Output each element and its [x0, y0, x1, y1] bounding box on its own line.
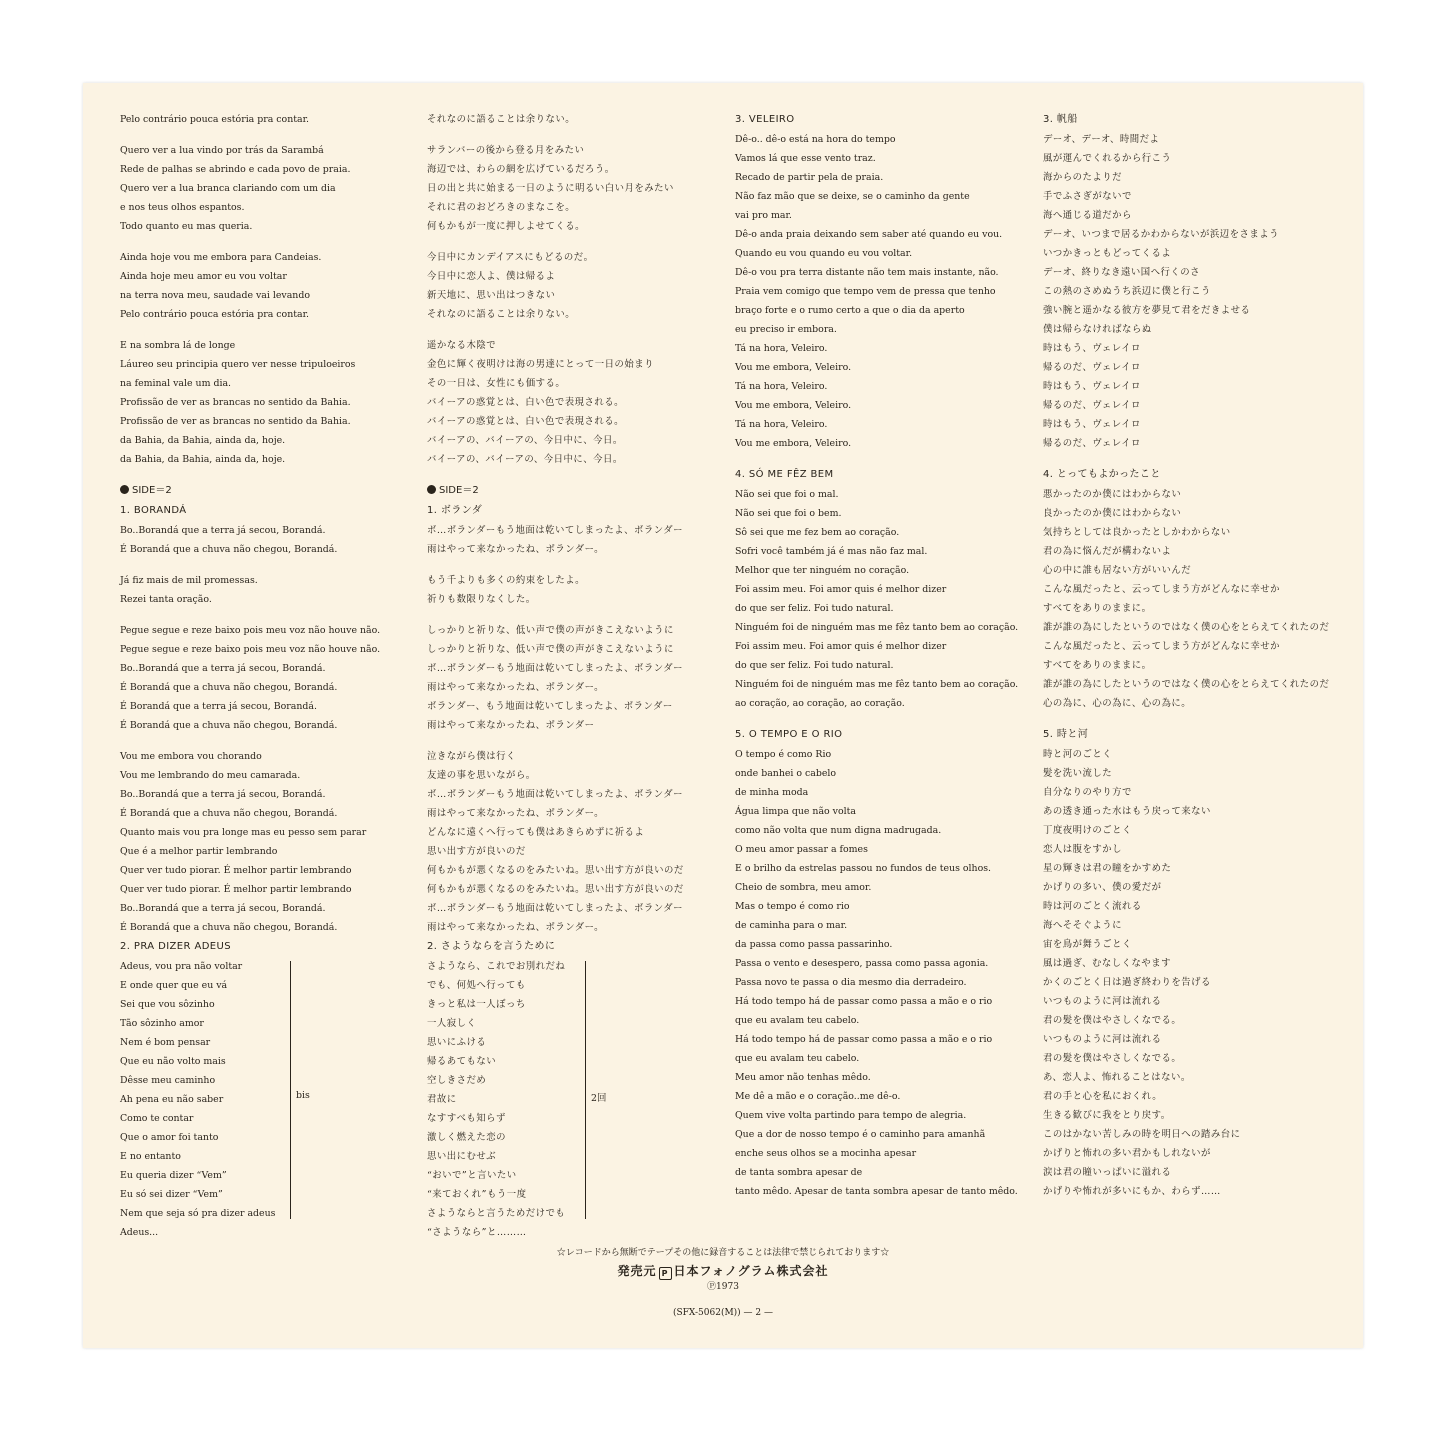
lyric-line: 恋人は腹をすかし — [1043, 844, 1123, 855]
lyric-line: ボ…ボランダーもう地面は乾いてしまったよ、ボランダー — [427, 525, 684, 536]
lyric-line: 強い腕と遥かなる彼方を夢見て君をだきよせる — [1043, 305, 1251, 316]
lyric-line: かげりと怖れの多い君かもしれないが — [1043, 1148, 1211, 1159]
lyric-line: Quero ver a lua branca clariando com um dia — [120, 183, 336, 194]
lyric-line: Adeus, vou pra não voltar — [120, 961, 243, 972]
song-title: 3. VELEIRO — [735, 114, 795, 125]
lyric-line: Bo..Borandá que a terra já secou, Borandá. — [120, 789, 326, 800]
lyric-line: 心の為に、心の為に、心の為に。 — [1043, 698, 1192, 709]
repeat-label: bis — [296, 1090, 310, 1101]
lyric-line: しっかりと祈りな、低い声で僕の声がきこえないように — [427, 644, 674, 655]
lyric-line: 手でふさぎがないで — [1043, 191, 1132, 202]
lyric-line: Me dê a mão e o coração..me dê-o. — [735, 1091, 901, 1102]
lyric-line: 時はもう、ヴェレイロ — [1043, 419, 1141, 430]
lyric-line: しっかりと祈りな、低い声で僕の声がきこえないように — [427, 625, 674, 636]
lyric-line: バイーアの、バイーアの、今日中に、今日。 — [427, 454, 623, 465]
side-heading — [427, 481, 727, 501]
lyric-line: Água limpa que não volta — [735, 806, 856, 817]
repeat-bracket — [585, 961, 586, 1219]
lyric-line: Sei que vou sôzinho — [120, 999, 215, 1010]
lyric-line: 一人寂しく — [427, 1018, 477, 1029]
lyric-line: do que ser feliz. Foi tudo natural. — [735, 660, 894, 671]
stanza-gap — [120, 129, 410, 141]
song-title: 5. O TEMPO E O RIO — [735, 729, 843, 740]
publisher-prefix: 発売元 — [617, 1264, 657, 1278]
lyric-line: デーオ、いつまで居るかわからないが浜辺をさまよう — [1043, 229, 1279, 240]
lyric-line: que eu avalam teu cabelo. — [735, 1015, 860, 1026]
lyric-line: 友達の事を思いながら。 — [427, 770, 536, 781]
song-title: 1. BORANDÁ — [120, 505, 187, 516]
lyric-line: Como te contar — [120, 1113, 194, 1124]
lyric-line: 雨はやって来なかったね、ボランダー。 — [427, 544, 605, 555]
stanza-gap — [427, 129, 727, 141]
song-title: 1. ボランダ — [427, 505, 483, 516]
lyric-line: Profissão de ver as brancas no sentido da Bahia. — [120, 416, 351, 427]
lyric-line: Já fiz mais de mil promessas. — [120, 575, 258, 586]
lyric-line: eu preciso ir embora. — [735, 324, 837, 335]
lyric-line: 泣きながら僕は行く — [427, 751, 516, 762]
side-label: SIDE＝2 — [132, 485, 172, 496]
lyric-line: Todo quanto eu mas queria. — [120, 221, 253, 232]
lyric-line: Eu queria dizer “Vem” — [120, 1170, 227, 1181]
lyric-line: Que eu não volto mais — [120, 1056, 226, 1067]
lyric-line: Vou me embora, Veleiro. — [735, 362, 852, 373]
lyric-line: ボ…ボランダーもう地面は乾いてしまったよ、ボランダー — [427, 903, 684, 914]
lyric-line: vai pro mar. — [735, 210, 792, 221]
lyric-line: Ainda hoje meu amor eu vou voltar — [120, 271, 287, 282]
lyric-line: 帰るのだ、ヴェレイロ — [1043, 400, 1141, 411]
lyric-line: いつものように河は流れる — [1043, 996, 1162, 1007]
lyric-line: 時は河のごとく流れる — [1043, 901, 1142, 912]
lyric-line: Rede de palhas se abrindo e cada povo de praia. — [120, 164, 351, 175]
lyric-line: デーオ、デーオ、時間だよ — [1043, 134, 1160, 145]
lyric-line: Meu amor não tenhas mêdo. — [735, 1072, 871, 1083]
lyric-line: Tá na hora, Veleiro. — [735, 419, 828, 430]
lyric-line: このはかない苦しみの時を明日への踏み台に — [1043, 1129, 1241, 1140]
lyric-line: バイーアの惑覚とは、白い色で表現される。 — [427, 397, 625, 408]
lyric-line: すべてをありのままに。 — [1043, 603, 1152, 614]
lyric-line: Pegue segue e reze baixo pois meu voz não houve não. — [120, 644, 381, 655]
lyric-line: Que o amor foi tanto — [120, 1132, 219, 1143]
song-title: 4. とってもよかったこと — [1043, 469, 1161, 480]
stanza-gap — [120, 559, 410, 571]
lyric-line: “おいで”と言いたい — [427, 1170, 517, 1181]
lyric-line: Dê-o vou pra terra distante não tem mais instante, não. — [735, 267, 999, 278]
lyric-line: É Borandá que a terra já secou, Borandá. — [120, 701, 317, 712]
lyric-line: 時と河のごとく — [1043, 749, 1113, 760]
lyric-line: バイーアの、バイーアの、今日中に、今日。 — [427, 435, 623, 446]
section-gap — [735, 713, 1035, 725]
lyric-line: Láureo seu principia quero ver nesse tripuloeiros — [120, 359, 356, 370]
lyric-line: さようなら、これでお別れだね — [427, 961, 566, 972]
phonogram-year: Ⓟ1973 — [707, 1282, 739, 1292]
lyric-line: Dê-o.. dê-o está na hora do tempo — [735, 134, 896, 145]
lyric-line: Vou me embora vou chorando — [120, 751, 262, 762]
lyric-line: E onde quer que eu vá — [120, 980, 228, 991]
lyric-line: 新天地に、思い出はつきない — [427, 290, 556, 301]
lyric-line: Sô sei que me fez bem ao coração. — [735, 527, 900, 538]
lyric-line: かくのごとく日は過ぎ終わりを告げる — [1043, 977, 1211, 988]
lyric-line: もう千よりも多くの約束をしたよ。 — [427, 575, 586, 586]
lyric-line: 海へそそぐように — [1043, 920, 1123, 931]
lyric-line: この熱のさめぬうち浜辺に僕と行こう — [1043, 286, 1211, 297]
lyric-line: do que ser feliz. Foi tudo natural. — [735, 603, 894, 614]
lyric-line: Quer ver tudo piorar. É melhor partir lembrando — [120, 884, 352, 895]
lyric-line: enche seus olhos se a mocinha apesar — [735, 1148, 917, 1159]
lyric-line: それに君のおどろきのまなこを。 — [427, 202, 576, 213]
lyric-line: Quer ver tudo piorar. É melhor partir lembrando — [120, 865, 352, 876]
lyric-line: da passa como passa passarinho. — [735, 939, 893, 950]
side-heading — [120, 481, 410, 501]
lyric-line: 君故に — [427, 1094, 457, 1105]
lyric-line: Ninguém foi de ninguém mas me fêz tanto bem ao coração. — [735, 622, 1019, 633]
column-3-portuguese — [735, 110, 1035, 1201]
lyric-line: すべてをありのままに。 — [1043, 660, 1152, 671]
section-gap — [735, 453, 1035, 465]
bullet-icon — [120, 485, 129, 494]
lyric-line: 心の中に誰も居ない方がいいんだ — [1043, 565, 1192, 576]
lyric-line: Pelo contrário pouca estória pra contar. — [120, 114, 310, 125]
lyric-line: que eu avalam teu cabelo. — [735, 1053, 860, 1064]
lyric-line: Vamos lá que esse vento traz. — [735, 153, 876, 164]
stanza-gap — [427, 559, 727, 571]
lyric-line: 涙は君の瞳いっぱいに溢れる — [1043, 1167, 1172, 1178]
lyric-line: E no entanto — [120, 1151, 181, 1162]
lyric-line: 風は過ぎ、むなしくなやます — [1043, 958, 1172, 969]
lyric-line: “さようなら”と……… — [427, 1227, 527, 1238]
lyric-line: Bo..Borandá que a terra já secou, Borandá. — [120, 903, 326, 914]
lyric-line: Vou me embora, Veleiro. — [735, 400, 852, 411]
lyric-line: Quando eu vou quando eu vou voltar. — [735, 248, 913, 259]
stanza-gap — [427, 735, 727, 747]
lyric-line: サランバーの後から登る月をみたい — [427, 145, 585, 156]
lyric-line: 自分なりのやり方で — [1043, 787, 1132, 798]
lyric-line: 激しく燃えた恋の — [427, 1132, 507, 1143]
lyric-line: de minha moda — [735, 787, 809, 798]
lyric-line: 星の輝きは君の瞳をかすめた — [1043, 863, 1172, 874]
lyric-line: 宙を鳥が舞うごとく — [1043, 939, 1132, 950]
lyric-line: 海辺では、わらの網を広げているだろう。 — [427, 164, 615, 175]
lyric-line: 君の髪を僕はやさしくなでる。 — [1043, 1053, 1182, 1064]
lyric-line: Ah pena eu não saber — [120, 1094, 224, 1105]
refrain-block — [427, 957, 727, 1242]
lyric-line: 何もかもが悪くなるのをみたいね。思い出す方が良いのだ — [427, 865, 684, 876]
lyric-line: 帰るのだ、ヴェレイロ — [1043, 438, 1141, 449]
song-title: 4. SÓ ME FÊZ BEM — [735, 469, 834, 480]
lyric-line: Bo..Borandá que a terra já secou, Borandá. — [120, 663, 326, 674]
lyric-line: Há todo tempo há de passar como passa a mão e o rio — [735, 1034, 993, 1045]
lyric-line: Cheio de sombra, meu amor. — [735, 882, 872, 893]
lyric-line: 思いにふける — [427, 1037, 487, 1048]
stanza-gap — [120, 236, 410, 248]
lyric-line: 雨はやって来なかったね、ボランダー。 — [427, 808, 605, 819]
lyric-line: 誰が誰の為にしたというのではなく僕の心をとらえてくれたのだ — [1043, 679, 1330, 690]
lyric-line: 今日中にカンデイアスにもどるのだ。 — [427, 252, 594, 263]
lyric-line: 雨はやって来なかったね、ボランダー。 — [427, 682, 605, 693]
lyric-line: como não volta que num digna madrugada. — [735, 825, 942, 836]
lyric-line: Rezei tanta oração. — [120, 594, 212, 605]
lyric-line: onde banhei o cabelo — [735, 768, 837, 779]
lyric-line: 君の髪を僕はやさしくなでる。 — [1043, 1015, 1182, 1026]
lyric-line: Dê-o anda praia deixando sem saber até quando eu vou. — [735, 229, 1003, 240]
phonogram-logo-icon: P — [659, 1267, 672, 1280]
song-title: 2. PRA DIZER ADEUS — [120, 941, 231, 952]
publisher-name: 日本フォノグラム株式会社 — [673, 1264, 829, 1278]
lyric-line: Nem que seja só pra dizer adeus — [120, 1208, 276, 1219]
lyric-line: きっと私は一人ぼっち — [427, 999, 526, 1010]
stanza-gap — [427, 609, 727, 621]
lyric-line: da Bahia, da Bahia, ainda da, hoje. — [120, 454, 286, 465]
lyric-line: 髪を洗い流した — [1043, 768, 1113, 779]
lyric-line: Dêsse meu caminho — [120, 1075, 216, 1086]
lyric-line: Que é a melhor partir lembrando — [120, 846, 278, 857]
lyric-line: 海からのたよりだ — [1043, 172, 1123, 183]
lyric-line: Adeus... — [120, 1227, 159, 1238]
lyric-line: いつものように河は流れる — [1043, 1034, 1162, 1045]
lyric-line: e nos teus olhos espantos. — [120, 202, 245, 213]
lyric-line: 生きる歓びに我をとり戻す。 — [1043, 1110, 1171, 1121]
section-gap — [120, 469, 410, 481]
lyric-line: na feminal vale um dia. — [120, 378, 232, 389]
lyric-line: É Borandá que a chuva não chegou, Borandá. — [120, 720, 338, 731]
lyric-line: Tá na hora, Veleiro. — [735, 381, 828, 392]
lyric-line: Não faz mão que se deixe, se o caminho da gente — [735, 191, 970, 202]
lyric-line: É Borandá que a chuva não chegou, Borandá. — [120, 808, 338, 819]
lyric-line: Ainda hoje vou me embora para Candeias. — [120, 252, 322, 263]
lyric-line: ボ…ボランダーもう地面は乾いてしまったよ、ボランダー — [427, 789, 684, 800]
lyric-line: É Borandá que a chuva não chegou, Borandá. — [120, 922, 338, 933]
lyric-line: Tão sôzinho amor — [120, 1018, 204, 1029]
lyric-line: 君の為に悩んだが構わないよ — [1043, 546, 1172, 557]
lyric-line: デーオ、終りなき遠い国へ行くのさ — [1043, 267, 1200, 278]
lyric-line: 雨はやって来なかったね、ボランダー — [427, 720, 595, 731]
lyric-line: かげりの多い、僕の愛だが — [1043, 882, 1162, 893]
lyric-line: Passa novo te passa o dia mesmo dia derradeiro. — [735, 977, 967, 988]
stanza-gap — [120, 735, 410, 747]
lyric-line: Mas o tempo é como rio — [735, 901, 850, 912]
lyric-line: 良かったのか僕にはわからない — [1043, 508, 1182, 519]
lyric-line: でも、何処へ行っても — [427, 980, 526, 991]
lyric-line: ボ…ボランダーもう地面は乾いてしまったよ、ボランダー — [427, 663, 684, 674]
stanza-gap — [120, 324, 410, 336]
lyric-line: 日の出と共に始まる一日のように明るい白い月をみたい — [427, 183, 674, 194]
lyric-line: Pegue segue e reze baixo pois meu voz não houve não. — [120, 625, 381, 636]
lyric-line: 遥かなる木陰で — [427, 340, 497, 351]
lyric-line: Vou me lembrando do meu camarada. — [120, 770, 301, 781]
lyric-line: 金色に輝く夜明けは海の男達にとって一日の始まり — [427, 359, 654, 370]
lyric-line: どんなに遠くへ行っても僕はあきらめずに祈るよ — [427, 827, 645, 838]
song-title: 5. 時と河 — [1043, 729, 1089, 740]
lyric-line: Profissão de ver as brancas no sentido da Bahia. — [120, 397, 351, 408]
lyric-line: 今日中に恋人よ、僕は帰るよ — [427, 271, 556, 282]
lyric-line: 思い出にむせぶ — [427, 1151, 497, 1162]
lyric-line: Eu só sei dizer “Vem” — [120, 1189, 223, 1200]
lyric-line: Passa o vento e desespero, passa como passa agonia. — [735, 958, 989, 969]
repeat-label: 2回 — [591, 1093, 607, 1104]
lyric-line: tanto mêdo. Apesar de tanta sombra apesar de tanto mêdo. — [735, 1186, 1018, 1197]
lyric-line: Melhor que ter ninguém no coração. — [735, 565, 910, 576]
lyric-line: O meu amor passar a fomes — [735, 844, 868, 855]
bullet-icon — [427, 485, 436, 494]
lyric-line: Foi assim meu. Foi amor quis é melhor dizer — [735, 641, 947, 652]
section-gap — [1043, 453, 1343, 465]
repeat-bracket — [290, 961, 291, 1219]
lyric-sheet — [83, 83, 1363, 1348]
lyric-line: Foi assim meu. Foi amor quis é melhor dizer — [735, 584, 947, 595]
copyright-notice: ☆レコードから無断でテープその他に録音することは法律で禁じられております☆ — [556, 1248, 890, 1258]
lyric-line: ボランダー、もう地面は乾いてしまったよ、ボランダー — [427, 701, 673, 712]
lyric-line: それなのに語ることは余りない。 — [427, 114, 576, 125]
lyric-line: かげりや怖れが多いにもか、わらず…… — [1043, 1186, 1221, 1197]
lyric-line: de tanta sombra apesar de — [735, 1167, 863, 1178]
lyric-line: 君の手と心を私におくれ。 — [1043, 1091, 1163, 1102]
column-1-portuguese — [120, 110, 410, 1242]
lyric-line: さようならと言うためだけでも — [427, 1208, 566, 1219]
lyric-line: Ninguém foi de ninguém mas me fêz tanto bem ao coração. — [735, 679, 1019, 690]
lyric-line: Tá na hora, Veleiro. — [735, 343, 828, 354]
column-2-japanese — [427, 110, 727, 1242]
lyric-line: 僕は帰らなければならぬ — [1043, 324, 1152, 335]
lyric-line: braço forte e o rumo certo a que o dia da aperto — [735, 305, 965, 316]
lyric-line: 気持ちとしては良かったとしかわからない — [1043, 527, 1231, 538]
lyric-line: “来ておくれ”もう一度 — [427, 1189, 527, 1200]
lyric-line: いつかきっともどってくるよ — [1043, 248, 1172, 259]
lyric-line: 誰が誰の為にしたというのではなく僕の心をとらえてくれたのだ — [1043, 622, 1330, 633]
lyric-line: 海へ通じる道だから — [1043, 210, 1132, 221]
lyric-line: Recado de partir pela de praia. — [735, 172, 884, 183]
side-label: SIDE＝2 — [439, 485, 479, 496]
lyric-line: É Borandá que a chuva não chegou, Borandá. — [120, 544, 338, 555]
sheet-footer — [83, 1246, 1363, 1320]
lyric-line: 時はもう、ヴェレイロ — [1043, 381, 1141, 392]
catalog-number: (SFX-5062(M)) — 2 — — [672, 1308, 773, 1318]
lyric-line: Não sei que foi o bem. — [735, 508, 842, 519]
lyric-line: その一日は、女性にも価する。 — [427, 378, 566, 389]
lyric-line: 帰るのだ、ヴェレイロ — [1043, 362, 1141, 373]
section-gap — [1043, 713, 1343, 725]
lyric-line: na terra nova meu, saudade vai levando — [120, 290, 310, 301]
lyric-line: 悪かったのか僕にはわからない — [1043, 489, 1182, 500]
lyric-line: バイーアの惑覚とは、白い色で表現される。 — [427, 416, 625, 427]
lyric-line: Quanto mais vou pra longe mas eu pesso sem parar — [120, 827, 367, 838]
lyric-line: Vou me embora, Veleiro. — [735, 438, 852, 449]
lyric-line: Nem é bom pensar — [120, 1037, 211, 1048]
column-4-japanese — [1043, 110, 1343, 1201]
lyric-line: 雨はやって来なかったね、ボランダー。 — [427, 922, 605, 933]
lyric-line: 帰るあてもない — [427, 1056, 497, 1067]
stanza-gap — [427, 236, 727, 248]
lyric-line: Pelo contrário pouca estória pra contar. — [120, 309, 310, 320]
lyric-line: Não sei que foi o mal. — [735, 489, 839, 500]
lyric-line: 祈りも数限りなくした。 — [427, 594, 536, 605]
lyric-line: Quem vive volta partindo para tempo de alegria. — [735, 1110, 967, 1121]
lyric-line: あの透き通った水はもう戻って来ない — [1043, 806, 1211, 817]
lyric-line: 風が運んでくれるから行こう — [1043, 153, 1172, 164]
lyric-line: E na sombra lá de longe — [120, 340, 236, 351]
lyric-line: 時はもう、ヴェレイロ — [1043, 343, 1141, 354]
lyric-line: あ、恋人よ、怖れることはない。 — [1043, 1072, 1191, 1083]
lyric-line: Há todo tempo há de passar como passa a mão e o rio — [735, 996, 993, 1007]
lyric-line: O tempo é como Rio — [735, 749, 832, 760]
lyric-line: de caminha para o mar. — [735, 920, 848, 931]
lyric-line: 空しきさだめ — [427, 1075, 487, 1086]
lyric-line: 何もかもが悪くなるのをみたいね。思い出す方が良いのだ — [427, 884, 684, 895]
refrain-block — [120, 957, 410, 1242]
lyric-line: なすすべも知らず — [427, 1113, 506, 1124]
stanza-gap — [120, 609, 410, 621]
lyric-line: Praia vem comigo que tempo vem de pressa que tenho — [735, 286, 996, 297]
publisher-line — [83, 1262, 1363, 1280]
lyric-line: Que a dor de nosso tempo é o caminho para amanhã — [735, 1129, 986, 1140]
song-title: 2. さようならを言うために — [427, 941, 556, 952]
lyric-line: Sofri você também já é mas não faz mal. — [735, 546, 928, 557]
lyric-line: Quero ver a lua vindo por trás da Sarambá — [120, 145, 324, 156]
lyric-line: Bo..Borandá que a terra já secou, Borandá. — [120, 525, 326, 536]
lyric-line: ao coração, ao coração, ao coração. — [735, 698, 905, 709]
lyric-line: 思い出す方が良いのだ — [427, 846, 526, 857]
lyric-line: 何もかもが一度に押しよせてくる。 — [427, 221, 586, 232]
lyric-line: da Bahia, da Bahia, ainda da, hoje. — [120, 435, 286, 446]
song-title: 3. 帆船 — [1043, 114, 1078, 125]
lyric-line: こんな風だったと、云ってしまう方がどんなに幸せか — [1043, 584, 1281, 595]
lyric-line: E o brilho da estrelas passou no fundos de teus olhos. — [735, 863, 992, 874]
lyric-line: こんな風だったと、云ってしまう方がどんなに幸せか — [1043, 641, 1281, 652]
lyric-line: É Borandá que a chuva não chegou, Borandá. — [120, 682, 338, 693]
lyric-line: それなのに語ることは余りない。 — [427, 309, 576, 320]
stanza-gap — [427, 324, 727, 336]
lyric-line: 丁度夜明けのごとく — [1043, 825, 1132, 836]
section-gap — [427, 469, 727, 481]
